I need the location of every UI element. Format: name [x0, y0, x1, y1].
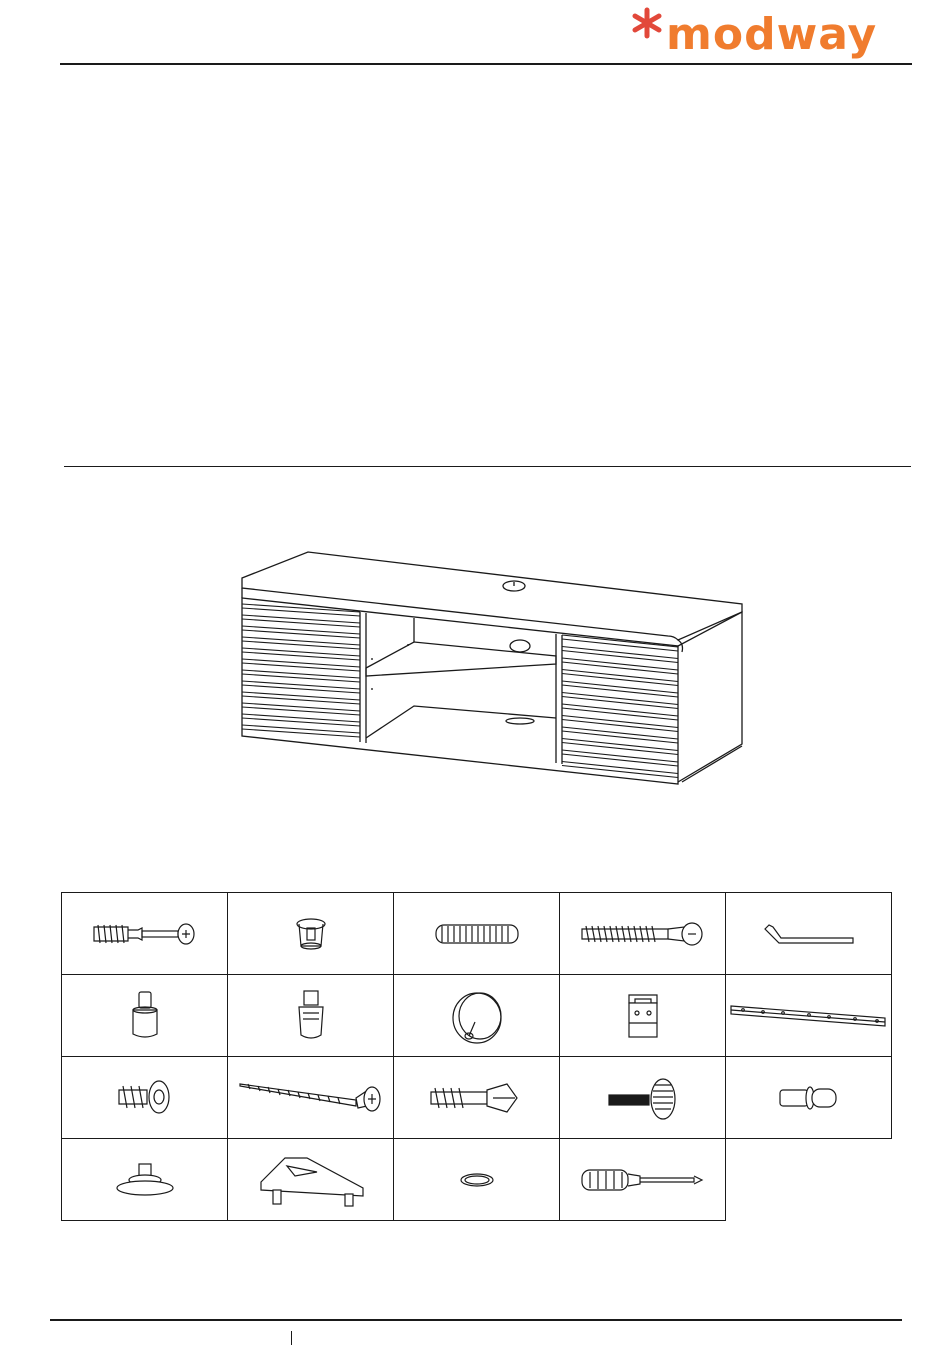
part-cell [62, 975, 228, 1057]
asterisk-icon [630, 6, 664, 40]
part-cell [560, 1057, 726, 1139]
door-slat [242, 692, 360, 704]
part-cell [228, 1057, 394, 1139]
door-slat [242, 637, 360, 649]
door-slat [242, 648, 360, 660]
part-cell [726, 1057, 892, 1139]
hardware-parts-table [61, 892, 892, 1221]
empty-cell [726, 1139, 892, 1221]
long-bolt-icon [578, 919, 708, 949]
door-slat [242, 703, 360, 715]
part-cell [62, 1057, 228, 1139]
part-cell [228, 893, 394, 975]
wood-dowel-icon [432, 920, 522, 948]
part-cell [394, 975, 560, 1057]
table-row [62, 975, 892, 1057]
door-slat [242, 670, 360, 682]
table-row [62, 893, 892, 975]
part-cell [62, 893, 228, 975]
table-row [62, 1057, 892, 1139]
door-slat [242, 604, 360, 616]
slat-lines [238, 548, 746, 788]
screwdriver-icon [578, 1162, 708, 1198]
brand-wordmark: modway [666, 9, 878, 60]
door-slat [242, 626, 360, 638]
wall-anchor-icon [427, 1078, 527, 1118]
part-cell [394, 1057, 560, 1139]
section-divider [64, 466, 911, 467]
part-cell [394, 1139, 560, 1221]
hanging-bracket-icon [621, 989, 665, 1043]
wood-screw-icon [236, 1076, 386, 1120]
door-slat [242, 615, 360, 627]
part-cell [726, 893, 892, 975]
part-cell [228, 975, 394, 1057]
footer-rule [50, 1319, 902, 1321]
leveling-foot-icon [603, 1073, 683, 1123]
part-cell [560, 975, 726, 1057]
cam-bolt-icon [90, 917, 200, 951]
header-rule [60, 63, 912, 65]
door-slat [242, 681, 360, 693]
cover-cap-icon [447, 986, 507, 1046]
footer-divider-tick [291, 1331, 292, 1345]
part-cell [560, 1139, 726, 1221]
part-cell [726, 975, 892, 1057]
door-slat [242, 725, 360, 737]
part-cell [62, 1139, 228, 1221]
shelf-pin-icon [125, 988, 165, 1044]
small-pin-icon [774, 1082, 844, 1114]
part-cell [394, 893, 560, 975]
door-slat [242, 659, 360, 671]
brand-logo [630, 4, 880, 66]
glide-icon [113, 1160, 177, 1200]
door-handle-icon [251, 1152, 371, 1208]
door-slat [242, 714, 360, 726]
allen-key-icon [759, 919, 859, 949]
cam-lock-icon [291, 916, 331, 952]
part-cell [560, 893, 726, 975]
washer-icon [457, 1170, 497, 1190]
table-row [62, 1139, 892, 1221]
part-cell [228, 1139, 394, 1221]
shelf-support-icon [291, 987, 331, 1045]
wall-rail-icon [729, 1000, 889, 1032]
euro-screw-icon [115, 1076, 175, 1120]
